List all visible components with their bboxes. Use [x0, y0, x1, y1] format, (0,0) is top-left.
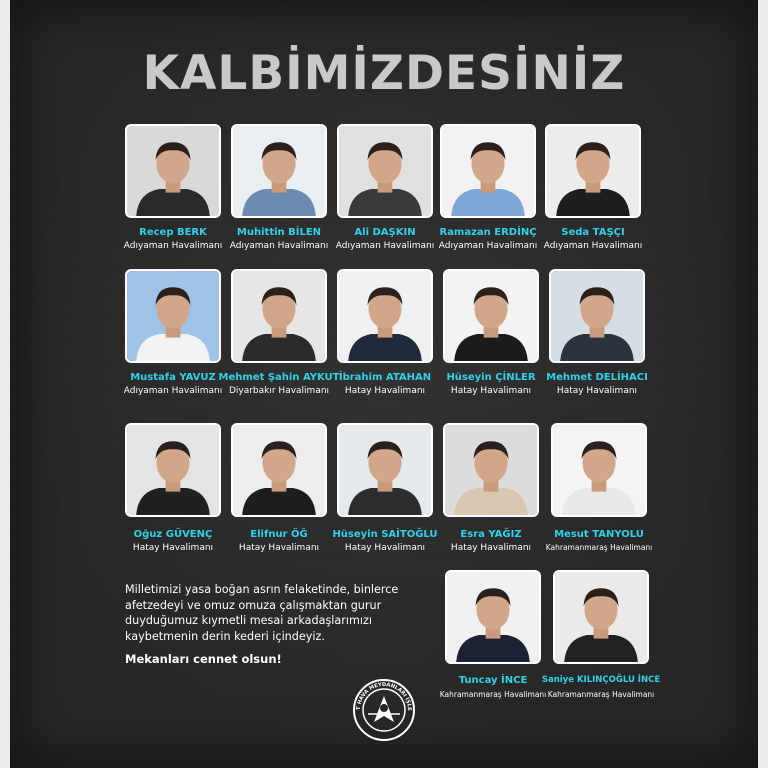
- person-name: [529, 372, 665, 383]
- person-card: [332, 423, 438, 555]
- airport-location: Adıyaman Havalimanı: [543, 241, 643, 251]
- airport-location: Adıyaman Havalimanı: [438, 241, 538, 251]
- first-name: İbrahim: [338, 372, 383, 383]
- portrait-photo: [545, 124, 641, 218]
- person-card: [439, 570, 547, 702]
- first-name: Ali: [354, 227, 370, 238]
- first-name: Hüseyin: [446, 372, 492, 383]
- portrait-silhouette: [127, 425, 219, 515]
- first-name: Mustafa: [130, 372, 176, 383]
- portrait-silhouette: [551, 271, 643, 361]
- closing-line: Mekanları cennet olsun!: [125, 652, 282, 666]
- portrait-photo: [125, 124, 221, 218]
- portrait-silhouette: [445, 271, 537, 361]
- first-name: Saniye: [541, 675, 574, 685]
- first-name: Esra: [460, 529, 485, 540]
- dhmi-logo: [352, 678, 416, 742]
- last-name: İNCE: [501, 675, 528, 686]
- portrait-silhouette: [127, 271, 219, 361]
- portrait-photo: [337, 423, 433, 517]
- last-name: ATAHAN: [385, 372, 432, 383]
- first-name: Hüseyin: [332, 529, 378, 540]
- last-name: GÜVENÇ: [165, 529, 213, 540]
- airport-location: Hatay Havalimanı: [344, 386, 426, 396]
- first-name: Ramazan: [439, 227, 491, 238]
- first-name: Recep: [139, 227, 174, 238]
- airport-location: Hatay Havalimanı: [344, 543, 426, 553]
- last-name: ERDİNÇ: [494, 227, 537, 238]
- first-name: Muhittin: [236, 227, 285, 238]
- logo-text: T HAVA MEYDANLARI İŞLE: [355, 681, 413, 711]
- last-name: TANYOLU: [592, 529, 644, 540]
- last-name: KILINÇOĞLU İNCE: [576, 675, 661, 685]
- person-card: [125, 269, 221, 398]
- portrait-photo: [231, 423, 327, 517]
- portrait-silhouette: [127, 126, 219, 216]
- last-name: BERK: [176, 227, 207, 238]
- portrait-photo: [125, 423, 221, 517]
- airport-location: Hatay Havalimanı: [238, 543, 320, 553]
- portrait-silhouette: [445, 425, 537, 515]
- last-name: ÖĞ: [290, 529, 308, 540]
- first-name: Seda: [561, 227, 590, 238]
- portrait-silhouette: [233, 126, 325, 216]
- first-name: Tuncay: [458, 675, 498, 686]
- last-name: YAĞIZ: [488, 529, 522, 540]
- airport-location: Adıyaman Havalimanı: [229, 241, 329, 251]
- last-name: DAŞKIN: [372, 227, 416, 238]
- person-card: [440, 124, 536, 253]
- person-card: [125, 423, 221, 555]
- airport-location: Hatay Havalimanı: [132, 543, 214, 553]
- last-name: ÇİNLER: [495, 372, 536, 383]
- person-card: [231, 423, 327, 555]
- last-name: AYKUT: [302, 372, 340, 383]
- airport-location: Kahramanmaraş Havalimanı: [547, 690, 655, 699]
- person-name: [533, 675, 669, 685]
- first-name: Mesut: [554, 529, 589, 540]
- page-title: KALBİMİZDESİNİZ: [142, 46, 626, 101]
- portrait-photo: [445, 570, 541, 664]
- airport-location: Hatay Havalimanı: [556, 386, 638, 396]
- portrait-photo: [337, 124, 433, 218]
- condolence-message: Milletimizi yasa boğan asrın felaketinde, binlerce afetzedeyi ve omuz omuza çalışmaktan gurur duyduğumuz kıymetli mesai arkadaşlarımızı kaybetmenin derin kederi içindeyiz.: [125, 583, 399, 643]
- portrait-silhouette: [339, 126, 431, 216]
- first-name: Oğuz: [133, 529, 163, 540]
- airport-location: Hatay Havalimanı: [450, 386, 532, 396]
- portrait-silhouette: [555, 572, 647, 662]
- person-card: [337, 269, 433, 398]
- person-card: [125, 124, 221, 253]
- portrait-photo: [440, 124, 536, 218]
- portrait-silhouette: [442, 126, 534, 216]
- last-name: BİLEN: [288, 227, 322, 238]
- last-name: DELİHACI: [595, 372, 648, 383]
- left-border-strip: [0, 0, 10, 768]
- last-name: YAVUZ: [179, 372, 216, 383]
- first-name: Mehmet Şahin: [218, 372, 300, 383]
- person-name: [525, 227, 661, 238]
- portrait-photo: [337, 269, 433, 363]
- person-card: [545, 423, 653, 555]
- first-name: Elifnur: [250, 529, 288, 540]
- portrait-silhouette: [447, 572, 539, 662]
- person-card: [545, 124, 641, 253]
- person-card: [443, 423, 539, 555]
- person-card: [541, 570, 661, 702]
- portrait-photo: [551, 423, 647, 517]
- airport-location: Adıyaman Havalimanı: [335, 241, 435, 251]
- portrait-photo: [443, 423, 539, 517]
- portrait-photo: [549, 269, 645, 363]
- airport-location: Kahramanmaraş Havalimanı: [439, 690, 547, 699]
- last-name: TAŞÇI: [592, 227, 625, 238]
- airport-location: Kahramanmaraş Havalimanı: [545, 543, 653, 552]
- portrait-silhouette: [339, 271, 431, 361]
- portrait-photo: [553, 570, 649, 664]
- airport-location: Adıyaman Havalimanı: [123, 386, 223, 396]
- person-card: [337, 124, 433, 253]
- portrait-silhouette: [547, 126, 639, 216]
- portrait-silhouette: [233, 425, 325, 515]
- portrait-photo: [443, 269, 539, 363]
- portrait-photo: [231, 124, 327, 218]
- person-card: [218, 269, 340, 398]
- airport-location: Hatay Havalimanı: [450, 543, 532, 553]
- first-name: Mehmet: [546, 372, 592, 383]
- person-card: [231, 124, 327, 253]
- portrait-silhouette: [553, 425, 645, 515]
- airport-location: Diyarbakır Havalimanı: [228, 386, 330, 396]
- person-card: [443, 269, 539, 398]
- airport-location: Adıyaman Havalimanı: [123, 241, 223, 251]
- person-name: [531, 529, 667, 540]
- portrait-photo: [231, 269, 327, 363]
- person-card: [546, 269, 648, 398]
- portrait-silhouette: [339, 425, 431, 515]
- right-border-strip: [758, 0, 768, 768]
- last-name: SAİTOĞLU: [381, 529, 438, 540]
- portrait-silhouette: [233, 271, 325, 361]
- portrait-photo: [125, 269, 221, 363]
